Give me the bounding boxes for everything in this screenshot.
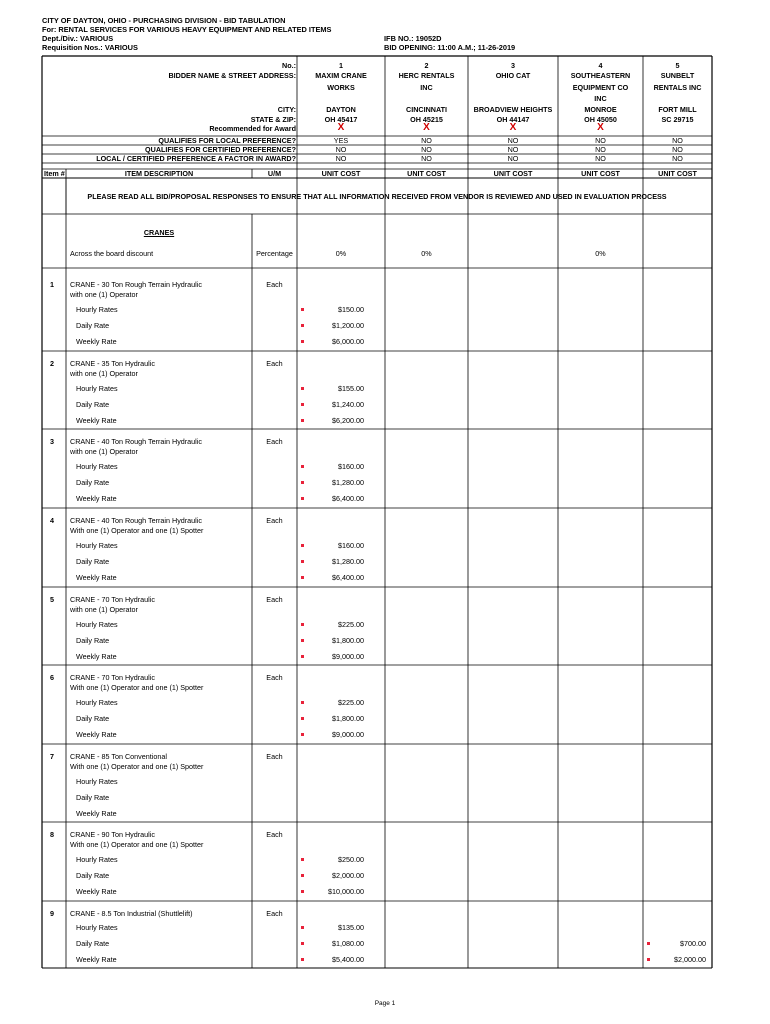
entry-marker-icon: [301, 639, 304, 642]
bidder-name-label: BIDDER NAME & STREET ADDRESS:: [168, 71, 296, 80]
vendor-number: 1: [339, 61, 343, 70]
item-desc-header: ITEM DESCRIPTION: [124, 169, 194, 178]
entry-marker-icon: [301, 858, 304, 861]
vendor-city: BROADVIEW HEIGHTS: [473, 105, 553, 114]
vendor1-rate: $6,400.00: [332, 494, 364, 503]
vendor1-rate: $225.00: [338, 620, 364, 629]
rate-label: Weekly Rate: [76, 730, 117, 739]
vendor1-rate: $2,000.00: [332, 871, 364, 880]
item-unit: Each: [266, 595, 283, 604]
rate-label: Hourly Rates: [76, 305, 118, 314]
vendor1-rate: $1,280.00: [332, 557, 364, 566]
rate-label: Daily Rate: [76, 636, 110, 645]
rate-label: Weekly Rate: [76, 652, 117, 661]
entry-marker-icon: [647, 942, 650, 945]
rate-label: Weekly Rate: [76, 887, 117, 896]
rate-label: Daily Rate: [76, 478, 110, 487]
entry-marker-icon: [301, 324, 304, 327]
rate-label: Daily Rate: [76, 557, 110, 566]
item-unit: Each: [266, 280, 283, 289]
requisition-label: Requisition Nos.: VARIOUS: [42, 43, 138, 52]
item-description: CRANE - 70 Ton Hydraulic: [70, 595, 155, 604]
entry-marker-icon: [301, 481, 304, 484]
item-number: 5: [50, 595, 54, 604]
vendor-state-zip: OH 45050: [584, 115, 617, 124]
rate-label: Daily Rate: [76, 871, 110, 880]
item-unit: Each: [266, 359, 283, 368]
rate-label: Weekly Rate: [76, 573, 117, 582]
factor-value: NO: [507, 154, 519, 163]
entry-marker-icon: [301, 308, 304, 311]
item-number: 7: [50, 752, 54, 761]
vendor-name: MAXIM CRANE: [315, 71, 367, 80]
local-pref-label: QUALIFIES FOR LOCAL PREFERENCE?: [158, 136, 296, 145]
vendor1-rate: $1,240.00: [332, 400, 364, 409]
doc-title: CITY OF DAYTON, OHIO - PURCHASING DIVISION - BID TABULATION: [42, 16, 286, 25]
vendor1-rate: $10,000.00: [328, 887, 364, 896]
section-title-cranes: CRANES: [143, 228, 175, 237]
item-description: CRANE - 90 Ton Hydraulic: [70, 830, 155, 839]
page-number: Page 1: [374, 1000, 396, 1007]
recommended-label: Recommended for Award: [209, 124, 296, 133]
vendor1-rate: $1,280.00: [332, 478, 364, 487]
rate-label: Weekly Rate: [76, 337, 117, 346]
entry-marker-icon: [301, 655, 304, 658]
vendor1-rate: $155.00: [338, 384, 364, 393]
vendor1-rate: $9,000.00: [332, 730, 364, 739]
unit-cost-header: UNIT COST: [581, 169, 620, 178]
vendor-name: SOUTHEASTERN: [570, 71, 631, 80]
rate-label: Hourly Rates: [76, 462, 118, 471]
factor-label: LOCAL / CERTIFIED PREFERENCE A FACTOR IN AWARD?: [96, 154, 296, 163]
rate-label: Hourly Rates: [76, 777, 118, 786]
discount-value: 0%: [335, 249, 347, 258]
discount-unit: Percentage: [256, 249, 293, 258]
vendor1-rate: $1,080.00: [332, 939, 364, 948]
vendor-name: HERC RENTALS: [398, 71, 455, 80]
vendor1-rate: $135.00: [338, 923, 364, 932]
entry-marker-icon: [301, 942, 304, 945]
vendor1-rate: $160.00: [338, 541, 364, 550]
vendor-state-zip: OH 45215: [410, 115, 443, 124]
vendor1-rate: $250.00: [338, 855, 364, 864]
item-unit: Each: [266, 516, 283, 525]
vendor1-rate: $6,000.00: [332, 337, 364, 346]
vendor-name: SUNBELT: [660, 71, 695, 80]
entry-marker-icon: [301, 717, 304, 720]
vendor1-rate: $150.00: [338, 305, 364, 314]
rate-label: Hourly Rates: [76, 384, 118, 393]
item-description-line2: With one (1) Operator and one (1) Spotter: [70, 762, 204, 771]
bid-opening: BID OPENING: 11:00 A.M.; 11-26-2019: [384, 43, 516, 52]
recommended-mark: X: [337, 122, 345, 133]
entry-marker-icon: [647, 958, 650, 961]
vendor-number: 3: [511, 61, 515, 70]
item-description-line2: with one (1) Operator: [70, 605, 138, 614]
entry-marker-icon: [301, 623, 304, 626]
item-description: CRANE - 35 Ton Hydraulic: [70, 359, 155, 368]
item-description-line2: with one (1) Operator: [70, 290, 138, 299]
vendor1-rate: $160.00: [338, 462, 364, 471]
item-number: 4: [50, 516, 54, 525]
rate-label: Daily Rate: [76, 939, 110, 948]
city-label: CITY:: [277, 105, 296, 114]
certified-pref-value: NO: [507, 145, 519, 154]
item-number: 8: [50, 830, 54, 839]
vendor5-rate: $2,000.00: [674, 955, 706, 964]
entry-marker-icon: [301, 387, 304, 390]
rate-label: Hourly Rates: [76, 698, 118, 707]
entry-marker-icon: [301, 340, 304, 343]
rate-label: Daily Rate: [76, 793, 110, 802]
factor-value: NO: [335, 154, 347, 163]
item-description-line2: with one (1) Operator: [70, 369, 138, 378]
entry-marker-icon: [301, 403, 304, 406]
entry-marker-icon: [301, 576, 304, 579]
vendor-name-line2: WORKS: [327, 83, 355, 92]
item-unit: Each: [266, 673, 283, 682]
rate-label: Weekly Rate: [76, 955, 117, 964]
vendor-city: MONROE: [584, 105, 617, 114]
certified-pref-value: NO: [421, 145, 432, 154]
item-description: CRANE - 30 Ton Rough Terrain Hydraulic: [70, 280, 202, 289]
vendor-state-zip: OH 44147: [496, 115, 530, 124]
rate-label: Daily Rate: [76, 714, 110, 723]
rate-label: Daily Rate: [76, 400, 110, 409]
item-unit: Each: [266, 752, 283, 761]
vendor-name-line2: RENTALS INC: [653, 83, 702, 92]
recommended-mark: X: [509, 122, 517, 133]
certified-pref-value: NO: [335, 145, 347, 154]
recommended-mark: X: [597, 122, 604, 133]
item-unit: Each: [266, 437, 283, 446]
vendor-name-line2: INC: [420, 83, 433, 92]
vendor-state-zip: SC 29715: [661, 115, 694, 124]
item-number: 3: [50, 437, 54, 446]
discount-value: 0%: [595, 249, 606, 258]
rate-label: Hourly Rates: [76, 620, 118, 629]
rate-label: Daily Rate: [76, 321, 110, 330]
rate-label: Hourly Rates: [76, 855, 118, 864]
item-number: 1: [50, 280, 54, 289]
state-zip-label: STATE & ZIP:: [250, 115, 296, 124]
item-unit: Each: [266, 909, 283, 918]
factor-value: NO: [672, 154, 683, 163]
vendor-number: 2: [424, 61, 429, 70]
um-header: U/M: [267, 169, 282, 178]
entry-marker-icon: [301, 497, 304, 500]
item-number: 9: [50, 909, 54, 918]
vendor-number: 4: [598, 61, 603, 70]
entry-marker-icon: [301, 701, 304, 704]
item-description: CRANE - 8.5 Ton Industrial (Shuttlelift): [70, 909, 193, 918]
entry-marker-icon: [301, 419, 304, 422]
ifb-number: IFB NO.: 19052D: [384, 34, 442, 43]
rate-label: Weekly Rate: [76, 494, 117, 503]
item-description: CRANE - 70 Ton Hydraulic: [70, 673, 155, 682]
certified-pref-value: NO: [595, 145, 606, 154]
local-pref-value: NO: [595, 136, 606, 145]
unit-cost-header: UNIT COST: [493, 169, 533, 178]
doc-subject: For: RENTAL SERVICES FOR VARIOUS HEAVY EQUIPMENT AND RELATED ITEMS: [42, 25, 332, 34]
entry-marker-icon: [301, 733, 304, 736]
evaluation-notice: PLEASE READ ALL BID/PROPOSAL RESPONSES TO ENSURE THAT ALL INFORMATION RECEIVED FROM VENDOR IS REVIEWED AND USED IN EVALUATION PROCESS: [87, 192, 667, 201]
vendor1-rate: $9,000.00: [332, 652, 364, 661]
local-pref-value: YES: [333, 136, 349, 145]
entry-marker-icon: [301, 874, 304, 877]
vendor1-rate: $225.00: [338, 698, 364, 707]
vendor-city: DAYTON: [326, 105, 356, 114]
item-description-line2: With one (1) Operator and one (1) Spotter: [70, 683, 204, 692]
item-number: 2: [50, 359, 54, 368]
certified-pref-label: QUALIFIES FOR CERTIFIED PREFERENCE?: [145, 145, 296, 154]
vendor5-rate: $700.00: [680, 939, 706, 948]
factor-value: NO: [595, 154, 606, 163]
entry-marker-icon: [301, 544, 304, 547]
vendor-city: CINCINNATI: [406, 105, 447, 114]
entry-marker-icon: [301, 465, 304, 468]
vendor1-rate: $1,800.00: [332, 714, 364, 723]
unit-cost-header: UNIT COST: [658, 169, 697, 178]
item-description-line2: with one (1) Operator: [70, 447, 138, 456]
vendor-number: 5: [675, 61, 680, 70]
rate-label: Weekly Rate: [76, 416, 117, 425]
vendor1-rate: $1,200.00: [332, 321, 364, 330]
vendor-name: OHIO CAT: [495, 71, 531, 80]
unit-cost-header: UNIT COST: [321, 169, 361, 178]
vendor1-rate: $6,400.00: [332, 573, 364, 582]
item-number-header: Item #: [44, 169, 65, 178]
rate-label: Hourly Rates: [76, 923, 118, 932]
item-description-line2: With one (1) Operator and one (1) Spotter: [70, 840, 204, 849]
discount-value: 0%: [421, 249, 432, 258]
vendor-state-zip: OH 45417: [324, 115, 358, 124]
vendor1-rate: $6,200.00: [332, 416, 364, 425]
local-pref-value: NO: [672, 136, 683, 145]
factor-value: NO: [421, 154, 432, 163]
item-number: 6: [50, 673, 54, 682]
no-label: No.:: [282, 61, 296, 70]
vendor1-rate: $1,800.00: [332, 636, 364, 645]
item-description-line2: With one (1) Operator and one (1) Spotter: [70, 526, 204, 535]
entry-marker-icon: [301, 560, 304, 563]
vendor-city: FORT MILL: [658, 105, 697, 114]
item-unit: Each: [266, 830, 283, 839]
rate-label: Hourly Rates: [76, 541, 118, 550]
vendor1-rate: $5,400.00: [332, 955, 364, 964]
vendor-name-line3: INC: [594, 94, 607, 103]
certified-pref-value: NO: [672, 145, 683, 154]
recommended-mark: X: [423, 122, 430, 133]
local-pref-value: NO: [507, 136, 519, 145]
local-pref-value: NO: [421, 136, 432, 145]
entry-marker-icon: [301, 958, 304, 961]
dept-label: Dept./Div.: VARIOUS: [42, 34, 114, 43]
entry-marker-icon: [301, 926, 304, 929]
vendor-name-line2: EQUIPMENT CO: [572, 83, 629, 92]
rate-label: Weekly Rate: [76, 809, 117, 818]
item-description: CRANE - 40 Ton Rough Terrain Hydraulic: [70, 437, 202, 446]
discount-label: Across the board discount: [70, 249, 154, 258]
item-description: CRANE - 85 Ton Conventional: [70, 752, 167, 761]
unit-cost-header: UNIT COST: [407, 169, 446, 178]
entry-marker-icon: [301, 890, 304, 893]
item-description: CRANE - 40 Ton Rough Terrain Hydraulic: [70, 516, 202, 525]
